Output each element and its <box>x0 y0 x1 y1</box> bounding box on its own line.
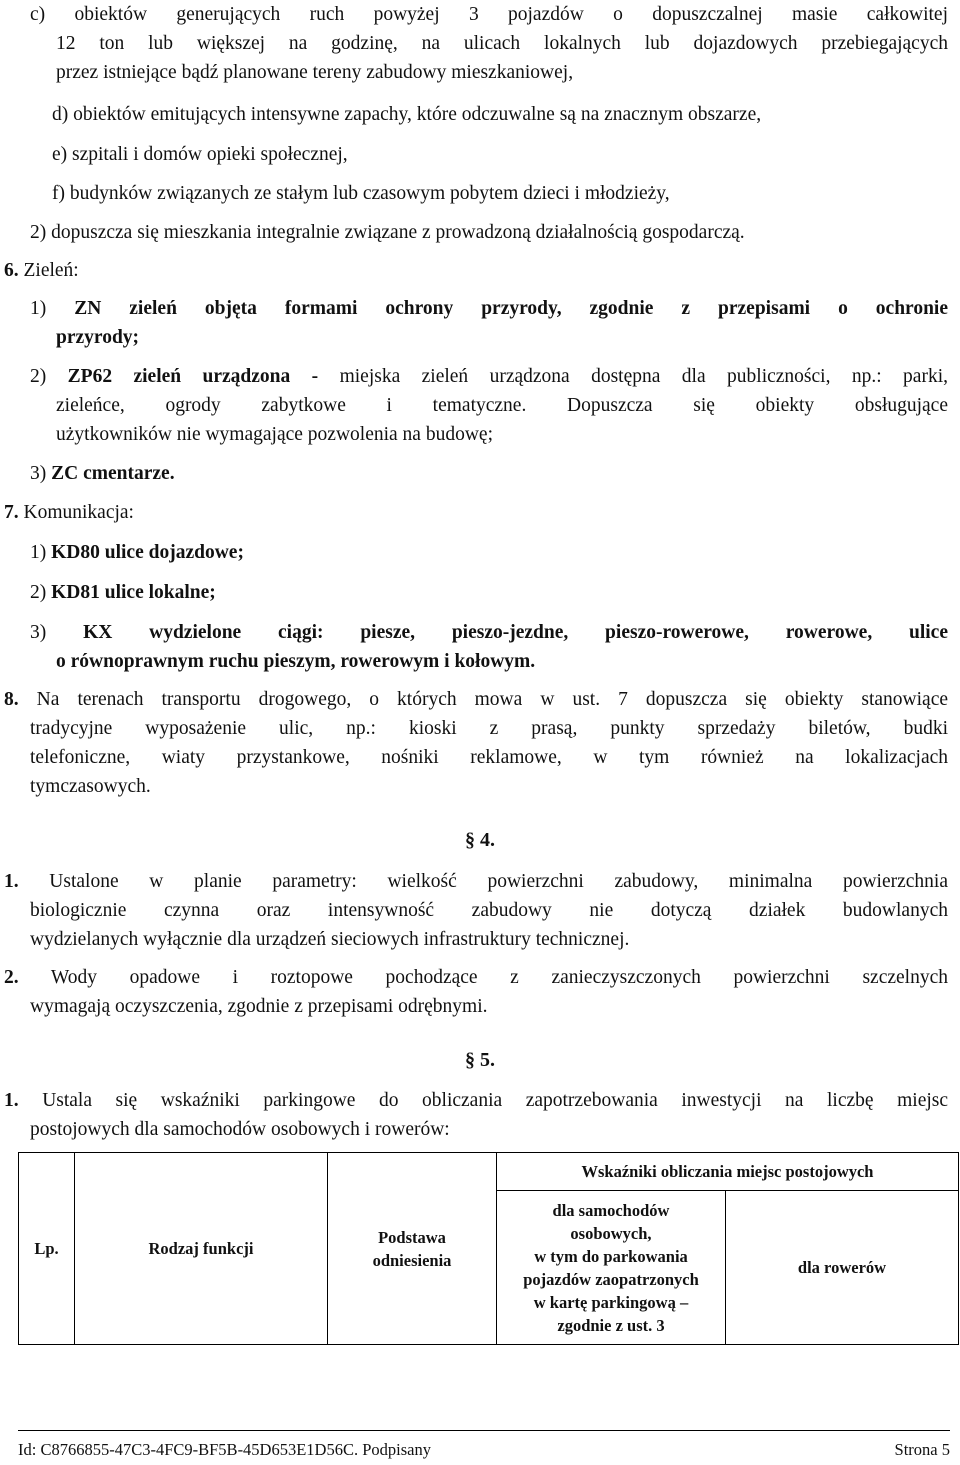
item-d: d) obiektów emitujących intensywne zapachy, które odczuwalne są na znacznym obszarze, <box>52 104 762 125</box>
zp62-label: ZP62 zieleń urządzona - <box>67 366 319 387</box>
section-8-number: 8. <box>4 689 19 710</box>
kx-text: KX wydzielone ciągi: piesze, pieszo-jezdne, pieszo-rowerowe, rowerowe, ulice <box>83 622 948 643</box>
section-6-item-2-line2: zieleńce, ogrody zabytkowe i tematyczne. Dopuszcza się obiekty obsługujące <box>56 395 948 416</box>
list-prefix: 1) <box>30 542 52 563</box>
document-id: Id: C8766855-47C3-4FC9-BF5B-45D653E1D56C. Podpisany <box>18 1440 431 1459</box>
section-7-item-3 <box>30 618 948 647</box>
paragraph-5-heading: § 5. <box>465 1049 495 1071</box>
list-prefix: 1) <box>30 298 75 319</box>
header-cars-line: w kartę parkingową – <box>533 1292 689 1312</box>
header-cars-line: w tym do parkowania <box>534 1246 688 1266</box>
para5-p1-line1 <box>4 1086 948 1115</box>
section-6-title: Zieleń: <box>23 260 79 281</box>
para4-p1-line1 <box>4 867 948 896</box>
item-c-line2: 12 ton lub większej na godzinę, na ulicach lokalnych lub dojazdowych przebiegających <box>56 33 948 54</box>
parking-indicators-table <box>18 1152 959 1345</box>
paragraph-4-heading: § 4. <box>465 829 495 851</box>
item-f: f) budynków związanych ze stałym lub czasowym pobytem dzieci i młodzieży, <box>52 183 670 204</box>
section-6-item-2-line3: użytkowników nie wymagające pozwolenia na budowę; <box>56 424 493 445</box>
header-function: Rodzaj funkcji <box>75 1153 328 1345</box>
header-basis-line2: odniesienia <box>372 1250 452 1270</box>
zn-text: ZN zieleń objęta formami ochrony przyrody, zgodnie z przepisami o ochronie <box>74 298 949 319</box>
section-6-item-1-cont <box>56 323 139 352</box>
item-c-line1: c) obiektów generujących ruch powyżej 3 pojazdów o dopuszczalnej masie całkowitej <box>30 4 948 25</box>
para4-p1-number: 1. <box>4 871 19 892</box>
section-8-line1 <box>4 685 948 714</box>
section-8-line2: tradycyjne wyposażenie ulic, np.: kioski z prasą, punkty sprzedaży biletów, budki <box>30 718 948 739</box>
header-cars-line: osobowych, <box>570 1223 652 1243</box>
list-prefix: 2) <box>30 366 68 387</box>
section-7-heading <box>4 498 134 527</box>
list-prefix: 2) <box>30 582 52 603</box>
header-cars-line: zgodnie z ust. 3 <box>557 1315 665 1335</box>
header-group-indicators: Wskaźniki obliczania miejsc postojowych <box>497 1153 959 1191</box>
para5-p1-line2: postojowych dla samochodów osobowych i rowerów: <box>30 1119 450 1140</box>
kd81-text: KD81 ulice lokalne; <box>51 582 216 603</box>
section-6-heading <box>4 256 79 285</box>
section-6-item-1 <box>30 294 948 323</box>
section-7-number: 7. <box>4 502 19 523</box>
header-basis <box>328 1153 497 1345</box>
header-cars-line: dla samochodów <box>552 1200 670 1220</box>
para4-p2-line2: wymagają oczyszczenia, zgodnie z przepisami odrębnymi. <box>30 996 488 1017</box>
kx-text-cont: o równoprawnym ruchu pieszym, rowerowym i kołowym. <box>56 651 536 672</box>
kd80-text: KD80 ulice dojazdowe; <box>51 542 244 563</box>
list-prefix: 3) <box>30 622 84 643</box>
section-7-item-3-cont <box>56 647 535 676</box>
para4-p1-line3: wydzielanych wyłącznie dla urządzeń sieciowych infrastruktury technicznej. <box>30 929 630 950</box>
zc-text: ZC cmentarze. <box>51 463 175 484</box>
item-2-business: 2) dopuszcza się mieszkania integralnie związane z prowadzoną działalnością gospodarczą. <box>30 222 745 243</box>
page-number: Strona 5 <box>894 1440 950 1459</box>
para5-p1-number: 1. <box>4 1090 19 1111</box>
section-8-line4: tymczasowych. <box>30 776 151 797</box>
header-basis-line1: Podstawa <box>378 1227 446 1247</box>
page-footer <box>18 1430 950 1461</box>
section-6-item-3 <box>30 459 175 488</box>
section-6-number: 6. <box>4 260 19 281</box>
zn-text-cont: przyrody; <box>56 327 140 348</box>
section-7-title: Komunikacja: <box>23 502 134 523</box>
zp62-line1: miejska zieleń urządzona dostępna dla publiczności, np.: parki, <box>318 366 949 387</box>
header-bikes: dla rowerów <box>726 1191 959 1345</box>
header-cars <box>497 1191 726 1345</box>
section-8-text: Na terenach transportu drogowego, o których mowa w ust. 7 dopuszcza się obiekty stanowiące <box>36 689 948 710</box>
item-c-line3: przez istniejące bądź planowane tereny zabudowy mieszkaniowej, <box>56 62 574 83</box>
header-lp: Lp. <box>19 1153 75 1345</box>
section-7-item-2 <box>30 578 216 607</box>
para4-p1-text: Ustalone w planie parametry: wielkość powierzchni zabudowy, minimalna powierzchnia <box>49 871 949 892</box>
section-8-line3: telefoniczne, wiaty przystankowe, nośniki reklamowe, w tym również na lokalizacjach <box>30 747 948 768</box>
header-cars-line: pojazdów zaopatrzonych <box>523 1269 699 1289</box>
list-prefix: 3) <box>30 463 52 484</box>
section-6-item-2 <box>30 362 948 391</box>
para4-p2-number: 2. <box>4 967 19 988</box>
para4-p1-line2: biologicznie czynna oraz intensywność zabudowy nie dotyczą działek budowlanych <box>30 900 948 921</box>
para4-p2-line1 <box>4 963 948 992</box>
para4-p2-text: Wody opadowe i roztopowe pochodzące z zanieczyszczonych powierzchni szczelnych <box>50 967 948 988</box>
para5-p1-text: Ustala się wskaźniki parkingowe do obliczania zapotrzebowania inwestycji na liczbę miejsc <box>42 1090 949 1111</box>
section-7-item-1 <box>30 538 244 567</box>
item-e: e) szpitali i domów opieki społecznej, <box>52 144 348 165</box>
